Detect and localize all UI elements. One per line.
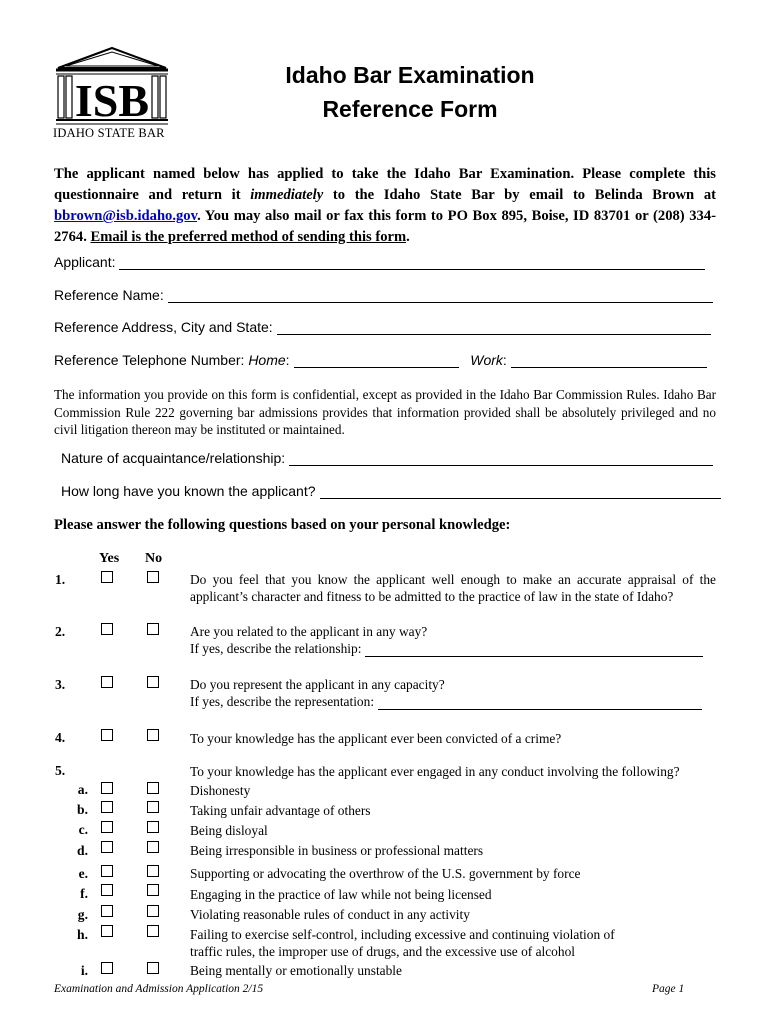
q5a-yes-checkbox[interactable]	[101, 782, 113, 794]
followup-field: If yes, describe the relationship:	[190, 640, 703, 657]
logo-caption: IDAHO STATE BAR	[53, 126, 165, 140]
q4-yes-checkbox[interactable]	[101, 729, 113, 741]
q5a-no-checkbox[interactable]	[147, 782, 159, 794]
subitem-text: Taking unfair advantage of others	[190, 803, 371, 818]
footer-page-number: Page 1	[652, 983, 685, 995]
q5g-no-checkbox[interactable]	[147, 905, 159, 917]
intro-paragraph: The applicant named below has applied to take the Idaho Bar Examination. Please complete this questionnaire and return it immediately to the Idaho State Bar by email to Belinda Brown at bbrown@isb.idaho.gov. You may also mail or fax this form to PO Box 895, Boise, ID 83701 or (208) 334-2764. Email is the preferred method of sending this form.	[54, 166, 716, 245]
q2-yes-checkbox[interactable]	[101, 623, 113, 635]
followup-field: If yes, describe the representation:	[190, 693, 702, 710]
q2-no-checkbox[interactable]	[147, 623, 159, 635]
yes-column-header: Yes	[99, 551, 120, 566]
question-number: 3.	[55, 677, 66, 692]
q5f-yes-checkbox[interactable]	[101, 884, 113, 896]
subitem-text: Being mentally or emotionally unstable	[190, 963, 402, 978]
reference-address-field: Reference Address, City and State:	[54, 319, 711, 335]
q5i-yes-checkbox[interactable]	[101, 962, 113, 974]
subitem-letter: b.	[77, 802, 88, 817]
q5h-yes-checkbox[interactable]	[101, 925, 113, 937]
home-phone-line[interactable]	[294, 353, 459, 368]
work-phone-line[interactable]	[511, 353, 707, 368]
subitem-text: Violating reasonable rules of conduct in any activity	[190, 907, 470, 922]
subitem-text: Supporting or advocating the overthrow of the U.S. government by force	[190, 866, 581, 881]
q5i-no-checkbox[interactable]	[147, 962, 159, 974]
subitem-letter: i.	[80, 963, 88, 978]
q1-yes-checkbox[interactable]	[101, 571, 113, 583]
q5d-no-checkbox[interactable]	[147, 841, 159, 853]
question-number: 5.	[55, 763, 66, 778]
question-text: Do you represent the applicant in any capacity?	[190, 677, 445, 692]
subitem-letter: h.	[77, 927, 88, 942]
confidentiality-notice: The information you provide on this form is confidential, except as provided in the Idaho Bar Commission Rules. Idaho Bar Commission Rule 222 governing bar admissions provides that information provided shall be absolutely privileged and no civil litigation thereon may be instituted or maintained.	[54, 387, 716, 437]
representation-line[interactable]	[378, 697, 702, 710]
logo-letters: ISB	[74, 75, 150, 126]
q5h-no-checkbox[interactable]	[147, 925, 159, 937]
subitem-text: Being irresponsible in business or professional matters	[190, 843, 484, 858]
question-text: To your knowledge has the applicant ever engaged in any conduct involving the following?	[190, 764, 680, 779]
question-number: 2.	[55, 624, 66, 639]
reference-name-line[interactable]	[168, 288, 713, 303]
how-long-line[interactable]	[320, 484, 721, 499]
acquaintance-line[interactable]	[289, 451, 713, 466]
q5b-yes-checkbox[interactable]	[101, 801, 113, 813]
how-long-field: How long have you known the applicant?	[61, 483, 721, 499]
q5d-yes-checkbox[interactable]	[101, 841, 113, 853]
question-text: Do you feel that you know the applicant well enough to make an accurate appraisal of the applicant’s character and fitness to be admitted to the practice of law in the state of Idaho?	[190, 572, 716, 604]
subitem-letter: e.	[78, 866, 88, 881]
q5c-yes-checkbox[interactable]	[101, 821, 113, 833]
subitem-letter: f.	[80, 886, 88, 901]
q5c-no-checkbox[interactable]	[147, 821, 159, 833]
relationship-line[interactable]	[365, 644, 703, 657]
question-text: Are you related to the applicant in any way?	[190, 624, 428, 639]
q4-no-checkbox[interactable]	[147, 729, 159, 741]
q5e-no-checkbox[interactable]	[147, 865, 159, 877]
reference-name-field: Reference Name:	[54, 287, 713, 303]
question-number: 4.	[55, 730, 66, 745]
q5f-no-checkbox[interactable]	[147, 884, 159, 896]
q5e-yes-checkbox[interactable]	[101, 865, 113, 877]
reference-address-line[interactable]	[277, 320, 711, 335]
preferred-method-note: Email is the preferred method of sending this form	[90, 229, 407, 245]
footer-form-id: Examination and Admission Application 2/15	[54, 983, 264, 995]
subitem-text: Being disloyal	[190, 823, 268, 838]
subitem-letter: a.	[77, 782, 88, 797]
page-subtitle: Reference Form	[322, 96, 498, 122]
no-column-header: No	[145, 551, 163, 566]
question-number: 1.	[55, 572, 66, 587]
telephone-field: Reference Telephone Number: Home : Work :	[54, 352, 707, 368]
subitem-letter: c.	[78, 822, 88, 837]
instructions: Please answer the following questions based on your personal knowledge:	[54, 517, 511, 533]
subitem-letter: d.	[77, 843, 88, 858]
acquaintance-field: Nature of acquaintance/relationship:	[61, 450, 713, 466]
subitem-text: Failing to exercise self-control, including excessive and continuing violation of traffic rules, the improper use of drugs, and the excessive use of alcohol	[190, 927, 615, 959]
q1-no-checkbox[interactable]	[147, 571, 159, 583]
page-title: Idaho Bar Examination	[285, 62, 535, 88]
q5g-yes-checkbox[interactable]	[101, 905, 113, 917]
q5b-no-checkbox[interactable]	[147, 801, 159, 813]
applicant-line[interactable]	[119, 255, 705, 270]
email-link[interactable]: bbrown@isb.idaho.gov	[54, 208, 198, 224]
subitem-letter: g.	[77, 907, 88, 922]
subitem-text: Dishonesty	[190, 783, 251, 798]
q3-no-checkbox[interactable]	[147, 676, 159, 688]
applicant-field: Applicant:	[54, 254, 705, 270]
subitem-text: Engaging in the practice of law while not being licensed	[190, 887, 492, 902]
question-text: To your knowledge has the applicant ever been convicted of a crime?	[190, 731, 562, 746]
q3-yes-checkbox[interactable]	[101, 676, 113, 688]
